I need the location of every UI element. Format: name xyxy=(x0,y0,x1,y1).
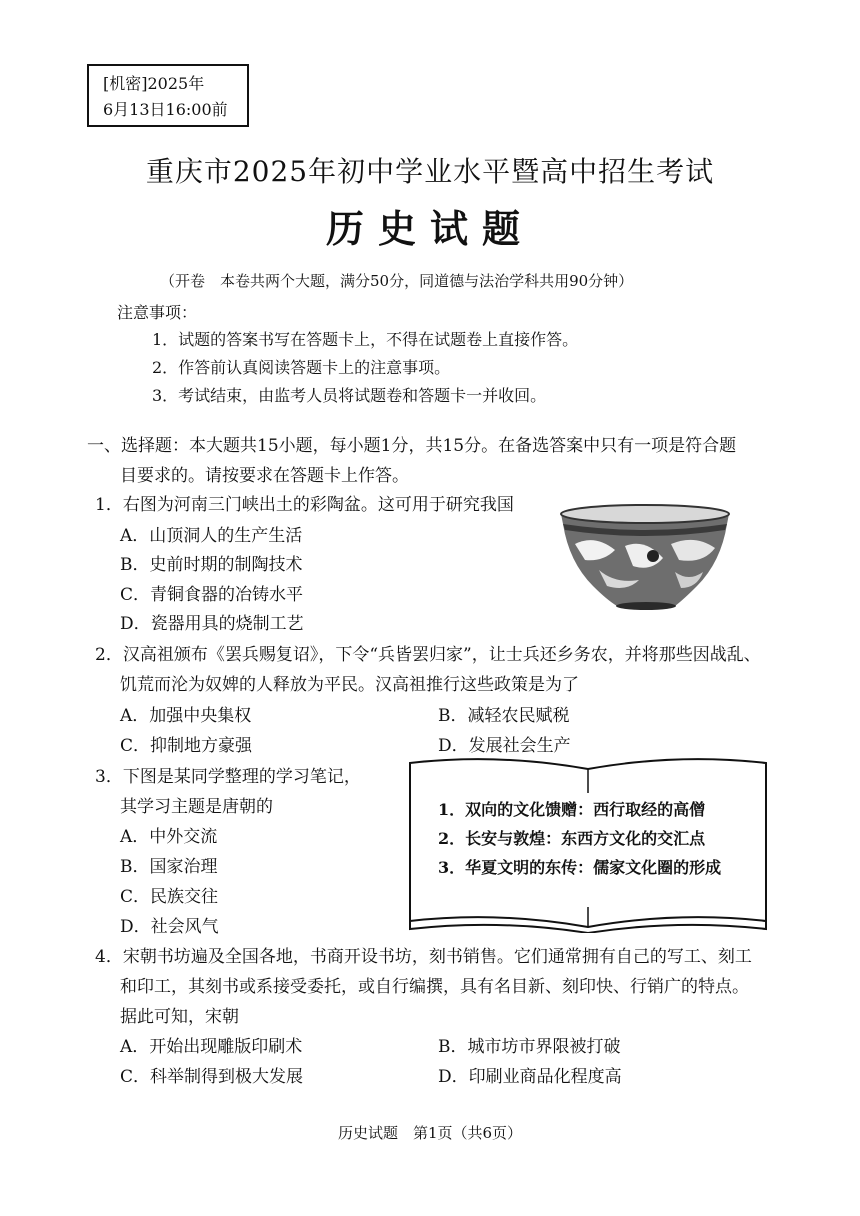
question-1-stem: 1．右图为河南三门峡出土的彩陶盆。这可用于研究我国 xyxy=(95,495,514,515)
question-2-option-a: A．加强中央集权 xyxy=(120,706,252,726)
section-instructions-line-2: 目要求的。请按要求在答题卡上作答。 xyxy=(120,466,409,486)
question-3-option-b: B．国家治理 xyxy=(120,857,218,877)
notice-item: 2．作答前认真阅读答题卡上的注意事项。 xyxy=(152,358,451,377)
page-footer: 历史试题 第1页（共6页） xyxy=(337,1124,523,1142)
question-3-stem-line-2: 其学习主题是唐朝的 xyxy=(120,797,273,817)
study-note-2: 2．长安与敦煌：东西方文化的交汇点 xyxy=(438,829,706,848)
confidential-stamp-box xyxy=(87,64,249,127)
exam-title: 重庆市2025年初中学业水平暨高中招生考试 xyxy=(145,155,715,188)
question-3-option-a: A．中外交流 xyxy=(120,827,218,847)
question-1-option-d: D．瓷器用具的烧制工艺 xyxy=(120,614,304,634)
question-4-stem-line-1: 4．宋朝书坊遍及全国各地，书商开设书坊，刻书销售。它们通常拥有自己的写工、刻工 xyxy=(95,947,752,967)
question-3-stem-line-1: 3．下图是某同学整理的学习笔记， xyxy=(95,767,361,787)
question-4-option-c: C．科举制得到极大发展 xyxy=(120,1067,304,1087)
notice-item: 3．考试结束，由监考人员将试题卷和答题卡一并收回。 xyxy=(152,386,547,405)
confidential-line-2: 6月13日16:00前 xyxy=(103,100,228,119)
subject-title: 历史试题 xyxy=(325,206,534,251)
study-note-3: 3．华夏文明的东传：儒家文化圈的形成 xyxy=(438,858,722,877)
question-4-stem-line-3: 据此可知，宋朝 xyxy=(120,1007,239,1027)
section-instructions-line-1: 一、选择题：本大题共15小题，每小题1分，共15分。在备选答案中只有一项是符合题 xyxy=(87,436,737,456)
question-3-option-c: C．民族交往 xyxy=(120,887,219,907)
question-2-option-b: B．减轻农民赋税 xyxy=(438,706,570,726)
study-note-1: 1．双向的文化馈赠：西行取经的高僧 xyxy=(438,800,706,819)
question-2-option-d: D．发展社会生产 xyxy=(438,736,571,756)
question-4-option-a: A．开始出现雕版印刷术 xyxy=(120,1037,303,1057)
question-3-option-d: D．社会风气 xyxy=(120,917,219,937)
painted-pottery-basin-image xyxy=(555,500,735,612)
notice-heading: 注意事项： xyxy=(117,303,198,322)
question-2-option-c: C．抑制地方豪强 xyxy=(120,736,253,756)
question-2-stem-line-2: 饥荒而沦为奴婢的人释放为平民。汉高祖推行这些政策是为了 xyxy=(120,675,579,695)
question-4-option-b: B．城市坊市界限被打破 xyxy=(438,1037,621,1057)
exam-meta: （开卷 本卷共两个大题，满分50分，同道德与法治学科共用90分钟） xyxy=(160,272,634,290)
question-2-stem-line-1: 2．汉高祖颁布《罢兵赐复诏》，下令“兵皆罢归家”，让士兵还乡务农，并将那些因战乱、 xyxy=(95,645,761,665)
notice-item: 1．试题的答案书写在答题卡上，不得在试题卷上直接作答。 xyxy=(152,330,579,349)
question-4-option-d: D．印刷业商品化程度高 xyxy=(438,1067,622,1087)
question-1-option-c: C．青铜食器的冶铸水平 xyxy=(120,585,304,605)
question-4-stem-line-2: 和印工，其刻书或系接受委托，或自行编撰，具有名目新、刻印快、行销广的特点。 xyxy=(120,977,749,997)
question-1-option-a: A．山顶洞人的生产生活 xyxy=(120,526,303,546)
question-1-option-b: B．史前时期的制陶技术 xyxy=(120,555,303,575)
confidential-line-1: [机密]2025年 xyxy=(103,74,205,93)
